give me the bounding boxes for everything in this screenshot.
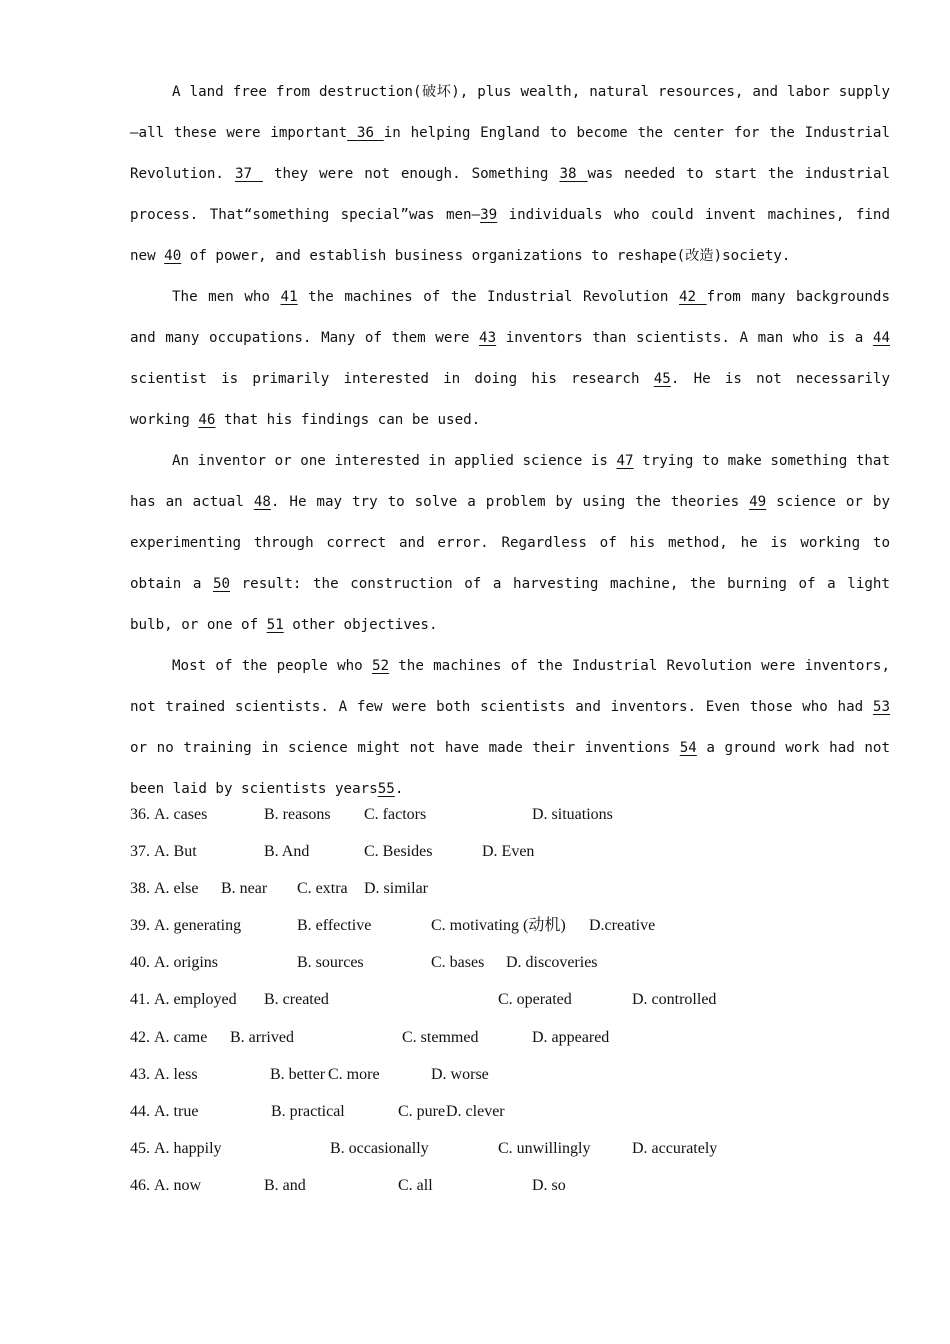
passage-text: .: [394, 781, 404, 797]
answer-option[interactable]: C. motivating (动机): [431, 917, 566, 935]
answer-option[interactable]: C. bases: [431, 954, 485, 972]
question-number: 42.: [130, 1028, 150, 1046]
passage-text: was needed to start the industrial process. That“something special”was men—: [130, 166, 891, 223]
passage-text: they were not enough. Something: [263, 166, 560, 182]
question-number: 40.: [130, 954, 150, 972]
blank-number: 46: [198, 412, 216, 428]
answer-option[interactable]: C. all: [398, 1176, 433, 1194]
question-number: 45.: [130, 1139, 150, 1157]
answer-option[interactable]: C. stemmed: [402, 1028, 479, 1046]
question-row: [130, 796, 890, 833]
question-number: 46.: [130, 1176, 150, 1194]
question-number: 43.: [130, 1065, 150, 1083]
answer-option[interactable]: D. appeared: [532, 1028, 610, 1046]
question-row: [130, 1019, 890, 1056]
answer-option[interactable]: A. cases: [154, 806, 208, 823]
blank-number: 38: [559, 166, 588, 182]
blank-number: 53: [872, 699, 890, 715]
passage-text: . He is not necessarily working: [130, 371, 890, 428]
answer-option[interactable]: B. reasons: [264, 806, 331, 823]
blank-number: 51: [266, 617, 284, 633]
answer-option[interactable]: C. unwillingly: [498, 1139, 591, 1157]
question-row: [130, 1093, 890, 1130]
answer-option[interactable]: C. operated: [498, 991, 572, 1009]
passage-text: from many backgrounds and many occupations. Many of them were: [130, 289, 891, 346]
answer-option[interactable]: D. clever: [446, 1102, 505, 1120]
question-row: [130, 870, 890, 907]
answer-option[interactable]: D. discoveries: [506, 954, 598, 972]
blank-number: 55: [377, 781, 395, 797]
passage-text: the machines of the Industrial Revolution were inventors, not trained scientists. A few were both scientists and inventors. Even those who had: [130, 658, 890, 715]
answer-option[interactable]: A. else: [154, 880, 199, 898]
answer-option[interactable]: B. effective: [297, 917, 372, 935]
question-row: [130, 1056, 890, 1093]
passage-text: individuals who could invent machines, find new: [130, 207, 890, 264]
question-number: 41.: [130, 991, 150, 1009]
passage-text: of power, and establish business organizations to reshape(改造)society.: [181, 248, 791, 264]
answer-options: [130, 796, 890, 1204]
answer-option[interactable]: B. practical: [271, 1102, 345, 1120]
passage-text: or no training in science might not have made their inventions: [130, 740, 680, 756]
passage-text: a ground work had not been laid by scientists years: [130, 740, 890, 797]
answer-option[interactable]: B. And: [264, 843, 310, 861]
answer-option[interactable]: A. now: [154, 1176, 202, 1194]
answer-option[interactable]: D.creative: [589, 917, 656, 935]
answer-option[interactable]: B. sources: [297, 954, 364, 972]
answer-option[interactable]: C. more: [328, 1065, 380, 1083]
answer-option[interactable]: D. situations: [532, 806, 613, 823]
passage-text: Most of the people who: [172, 658, 372, 674]
question-number: 36.: [130, 806, 150, 823]
passage-text: trying to make something that has an actual: [130, 453, 890, 510]
question-number: 44.: [130, 1102, 150, 1120]
passage-paragraph: [130, 277, 890, 441]
answer-option[interactable]: C. pure: [398, 1102, 446, 1120]
cloze-passage: [130, 72, 890, 810]
answer-option[interactable]: D. accurately: [632, 1139, 718, 1157]
passage-paragraph: [130, 441, 890, 646]
passage-text: that his findings can be used.: [215, 412, 481, 428]
answer-option[interactable]: A. came: [154, 1028, 208, 1046]
question-row: [130, 944, 890, 981]
question-number: 37.: [130, 843, 150, 861]
answer-option[interactable]: C. Besides: [364, 843, 433, 861]
blank-number: 42: [678, 289, 707, 305]
answer-option[interactable]: B. near: [221, 880, 268, 898]
passage-text: A land free from destruction(破坏), plus wealth, natural resources, and labor supply —all these were important: [130, 84, 890, 141]
blank-number: 48: [253, 494, 271, 510]
question-row: [130, 1167, 890, 1204]
question-row: [130, 981, 890, 1018]
blank-number: 47: [616, 453, 634, 469]
answer-option[interactable]: D. so: [532, 1176, 566, 1194]
passage-text: scientist is primarily interested in doing his research: [130, 371, 654, 387]
question-row: [130, 907, 890, 944]
answer-option[interactable]: A. happily: [154, 1139, 222, 1157]
question-row: [130, 833, 890, 870]
blank-number: 40: [164, 248, 182, 264]
passage-text: result: the construction of a harvesting machine, the burning of a light bulb, or one of: [130, 576, 890, 633]
question-row: [130, 1130, 890, 1167]
blank-number: 37: [234, 166, 263, 182]
blank-number: 36: [347, 125, 384, 141]
answer-option[interactable]: A. less: [154, 1065, 198, 1083]
answer-option[interactable]: B. better: [270, 1065, 326, 1083]
passage-text: inventors than scientists. A man who is a: [496, 330, 873, 346]
passage-text: other objectives.: [283, 617, 438, 633]
blank-number: 44: [872, 330, 890, 346]
answer-option[interactable]: A. generating: [154, 917, 242, 935]
blank-number: 43: [479, 330, 497, 346]
passage-text: The men who: [172, 289, 281, 305]
answer-option[interactable]: C. extra: [297, 880, 348, 898]
blank-number: 49: [749, 494, 767, 510]
blank-number: 50: [212, 576, 231, 592]
answer-option[interactable]: D. controlled: [632, 991, 717, 1009]
answer-option[interactable]: D. Even: [482, 843, 535, 861]
answer-option[interactable]: C. factors: [364, 806, 427, 823]
answer-option[interactable]: B. occasionally: [330, 1139, 429, 1157]
answer-option[interactable]: D. worse: [431, 1065, 489, 1083]
passage-text: An inventor or one interested in applied science is: [172, 453, 617, 469]
passage-text: . He may try to solve a problem by using the theories: [270, 494, 750, 510]
passage-text: science or by experimenting through correct and error. Regardless of his method, he is working to obtain a: [130, 494, 890, 592]
answer-option[interactable]: B. created: [264, 991, 329, 1009]
answer-option[interactable]: A. But: [154, 843, 197, 861]
blank-number: 45: [653, 371, 671, 387]
answer-option[interactable]: A. origins: [154, 954, 218, 972]
blank-number: 41: [280, 289, 298, 305]
answer-option[interactable]: B. arrived: [230, 1028, 294, 1046]
passage-paragraph: [130, 646, 890, 810]
passage-paragraph: [130, 72, 890, 277]
answer-option[interactable]: A. employed: [154, 991, 237, 1009]
passage-text: in helping England to become the center for the Industrial Revolution.: [130, 125, 890, 182]
question-number: 38.: [130, 880, 150, 898]
blank-number: 54: [679, 740, 697, 756]
passage-text: the machines of the Industrial Revolution: [297, 289, 679, 305]
answer-option[interactable]: D. similar: [364, 880, 428, 898]
question-number: 39.: [130, 917, 150, 935]
answer-option[interactable]: B. and: [264, 1176, 306, 1194]
answer-option[interactable]: A. true: [154, 1102, 199, 1120]
blank-number: 39: [480, 207, 498, 223]
blank-number: 52: [371, 658, 390, 674]
